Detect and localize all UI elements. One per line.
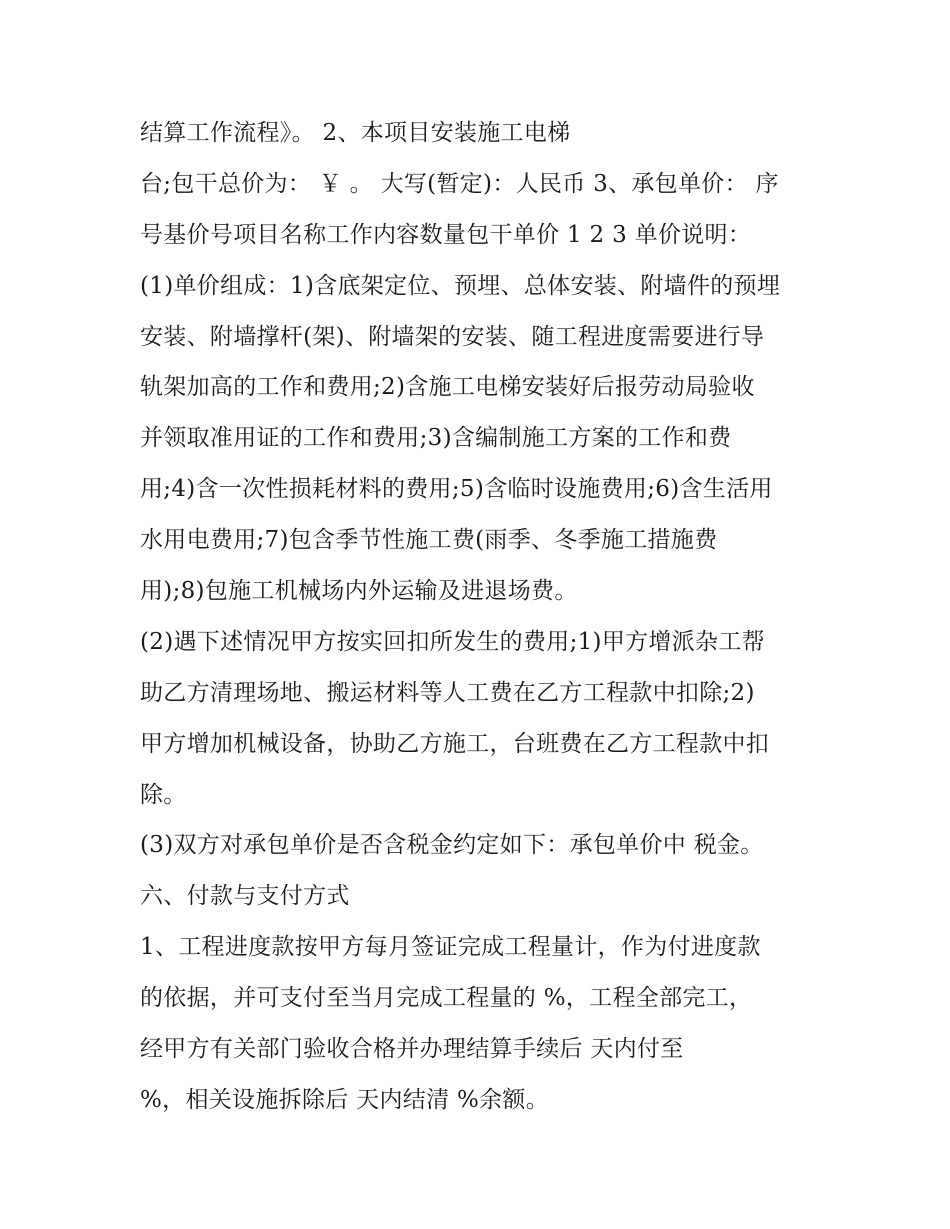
text-line: 安装、附墙撑杆(架)、附墙架的安装、随工程进度需要进行导 xyxy=(140,323,765,350)
text-line: 台;包干总价为： ￥ 。 大写(暂定)：人民币 3、承包单价： 序 xyxy=(140,170,779,197)
text-line: 1、工程进度款按甲方每月签证完成工程量计，作为付进度款 xyxy=(140,934,761,961)
section-heading: 六、付款与支付方式 xyxy=(140,883,350,910)
text-line: 轨架加高的工作和费用;2)含施工电梯安装好后报劳动局验收 xyxy=(140,374,755,401)
text-line: (2)遇下述情况甲方按实回扣所发生的费用;1)甲方增派杂工帮 xyxy=(140,628,765,655)
text-line: (1)单价组成：1)含底架定位、预埋、总体安装、附墙件的预埋 xyxy=(140,272,781,299)
text-line: 号基价号项目名称工作内容数量包干单价 1 2 3 单价说明： xyxy=(140,221,752,248)
text-line: 结算工作流程》。 2、本项目安装施工电梯 xyxy=(140,120,571,146)
text-line: 的依据，并可支付至当月完成工程量的 %，工程全部完工， xyxy=(140,985,753,1012)
text-line: 经甲方有关部门验收合格并办理结算手续后 天内付至 xyxy=(140,1036,684,1063)
text-line: 助乙方清理场地、搬运材料等人工费在乙方工程款中扣除;2) xyxy=(140,679,755,706)
text-line: 水用电费用;7)包含季节性施工费(雨季、冬季施工措施费 xyxy=(140,527,718,554)
text-line: 用);8)包施工机械场内外运输及进退场费。 xyxy=(140,578,578,605)
text-line: 并领取准用证的工作和费用;3)含编制施工方案的工作和费 xyxy=(140,425,732,452)
text-line: (3)双方对承包单价是否含税金约定如下：承包单价中 税金。 xyxy=(140,832,764,859)
text-line: 除。 xyxy=(140,781,187,808)
text-line: 用;4)含一次性损耗材料的费用;5)含临时设施费用;6)含生活用 xyxy=(140,476,773,503)
document-body xyxy=(140,108,830,1126)
text-line: 甲方增加机械设备，协助乙方施工，台班费在乙方工程款中扣 xyxy=(140,730,770,757)
text-line: %，相关设施拆除后 天内结清 %余额。 xyxy=(140,1086,550,1113)
